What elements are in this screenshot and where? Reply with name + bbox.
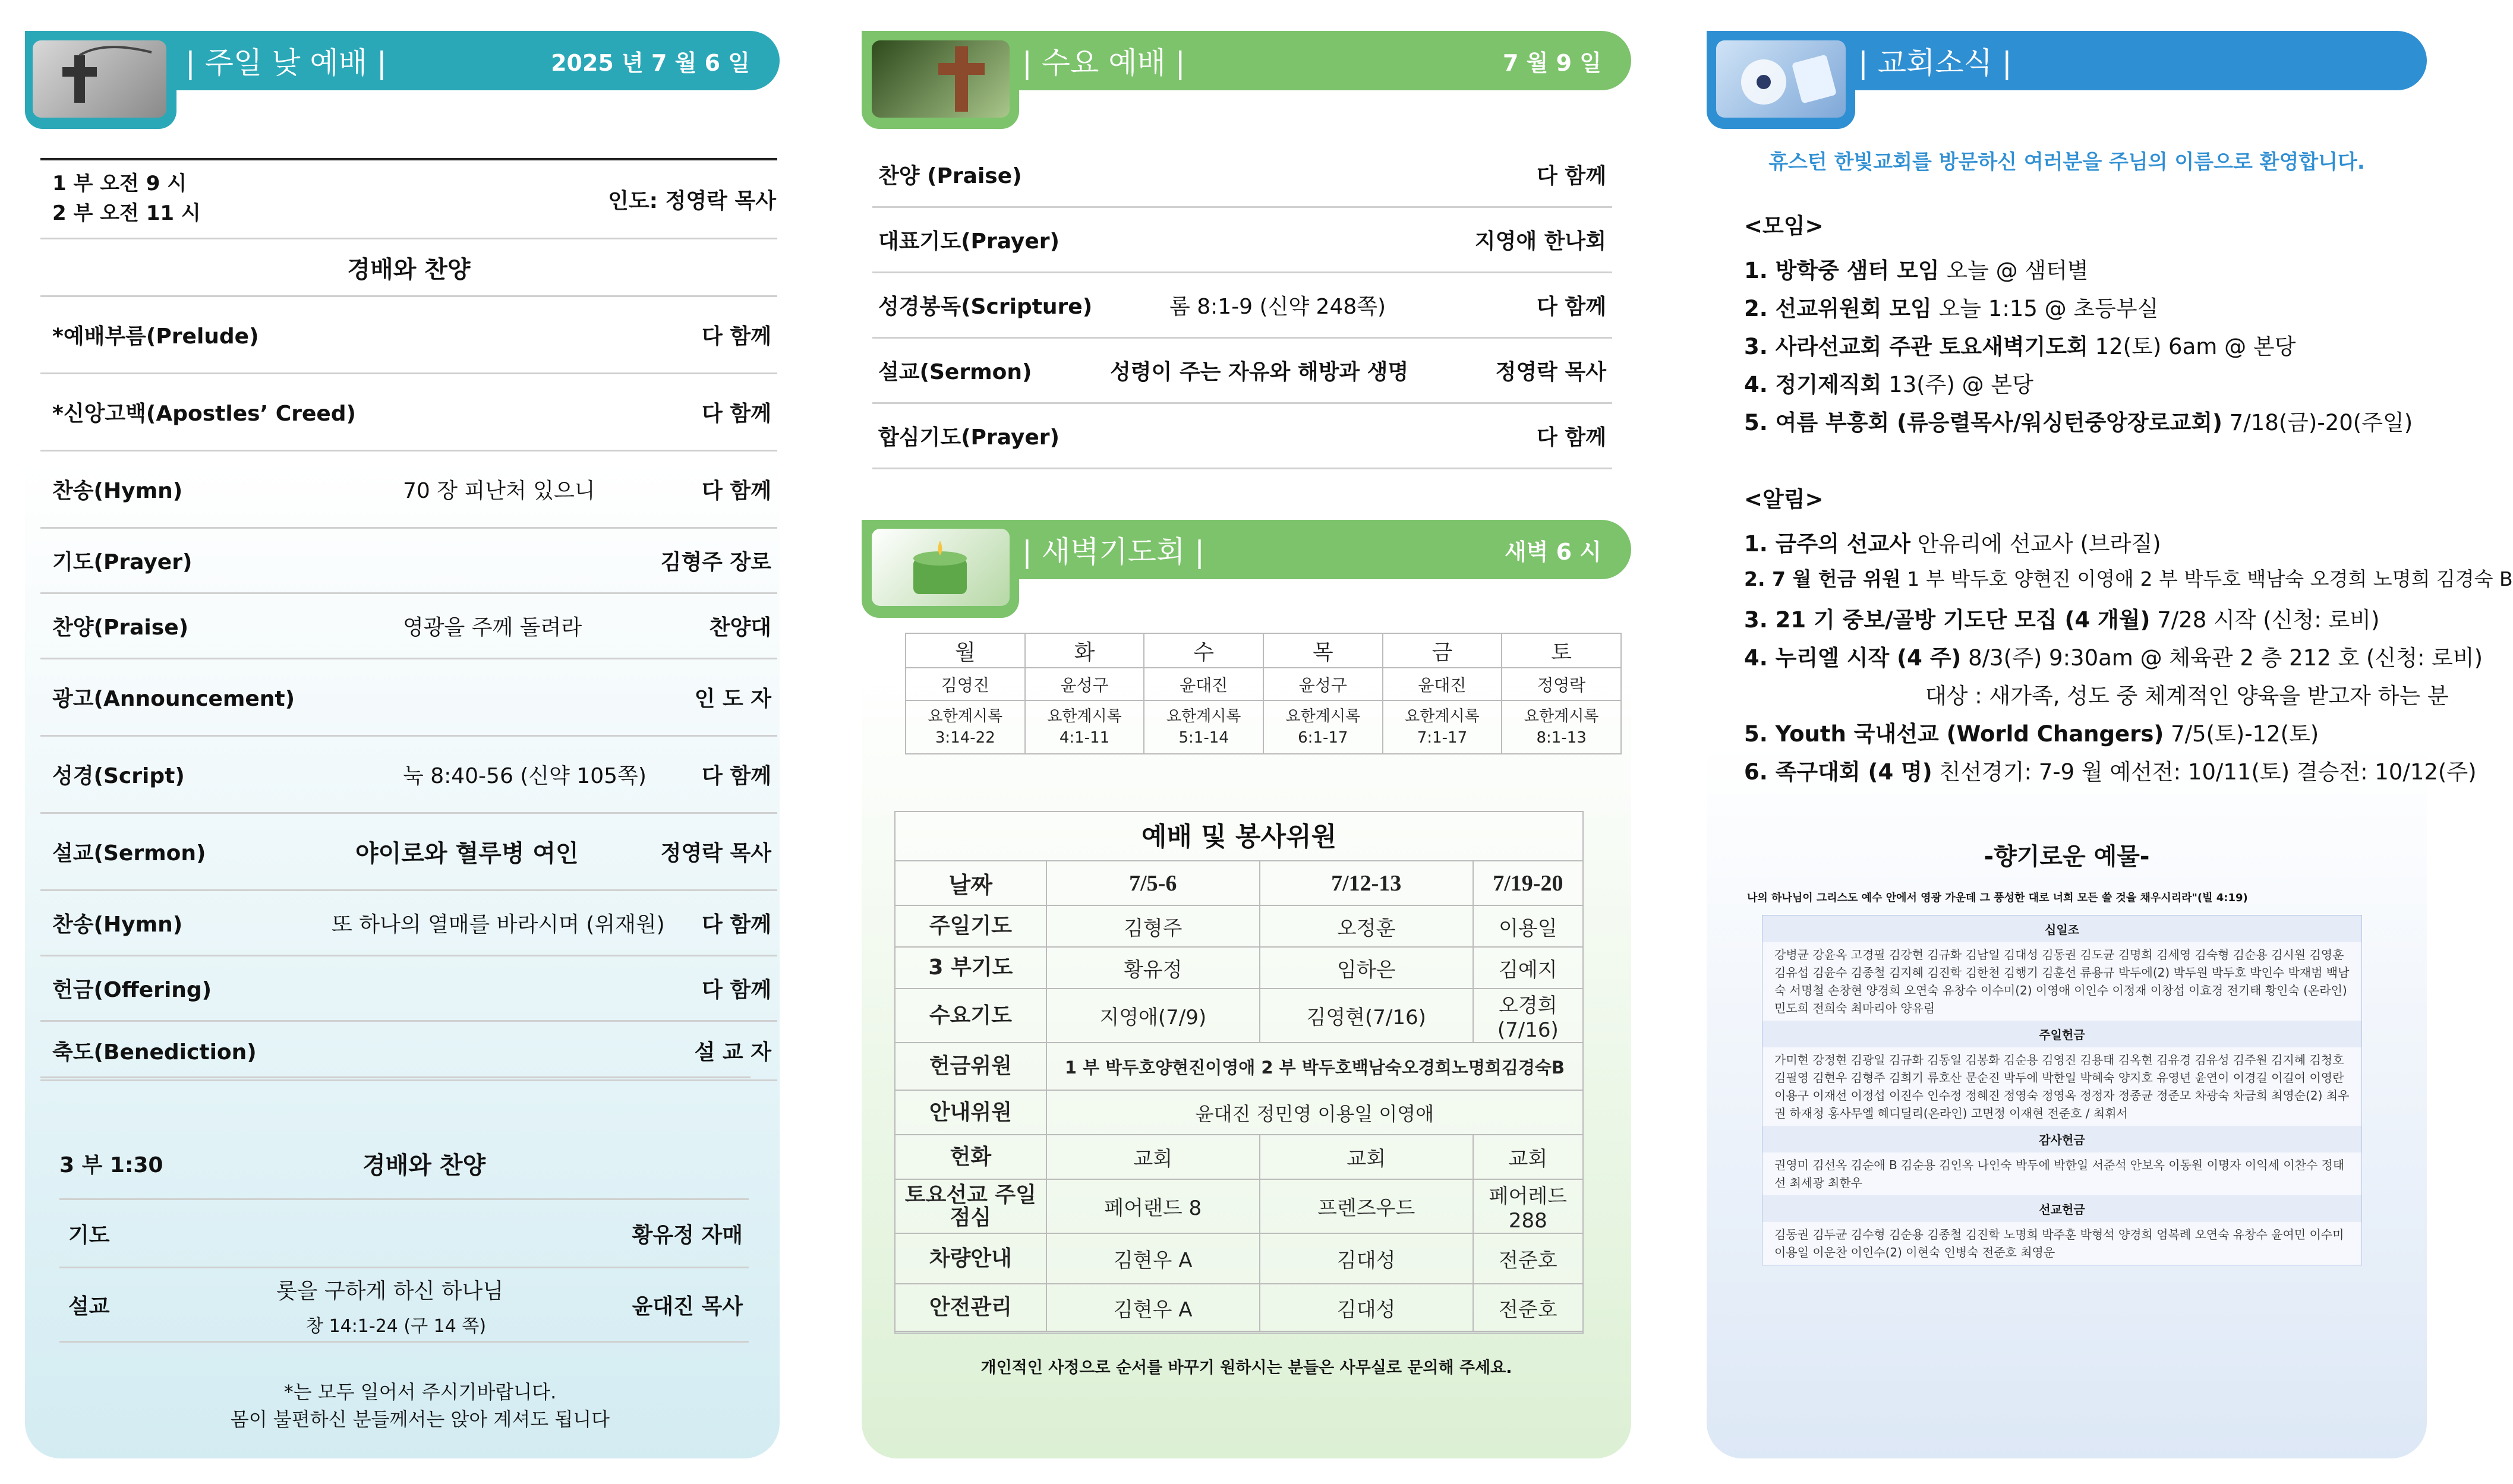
meet-item-title: 5. 여름 부흥회 (류응렬목사/워싱턴중앙장로교회) (1744, 410, 2222, 435)
offering-verse: 나의 하나님이 그리스도 예수 안에서 영광 가운데 그 풍성한 대로 너희 모든 쓸 것을 채우시리라"(빌 4:19) (1747, 892, 2248, 904)
servers-role: 주일기도 (895, 905, 1046, 947)
dawn-cell: 화 (1025, 633, 1144, 668)
notices-item (1744, 716, 2319, 748)
sunday-item-detail: 영광을 주께 돌려라 (403, 615, 582, 640)
notices-item (1744, 526, 2161, 558)
sunday-item-label: 헌금(Offering) (52, 978, 212, 1002)
servers-cell: 김대성 (1260, 1284, 1473, 1331)
wednesday-item-row (872, 273, 1612, 339)
servers-title: 예배 및 봉사위원 (1141, 822, 1337, 852)
wooden-cross-image (872, 40, 1010, 118)
offering-section-names: 가미현 강정현 김광일 김규화 김동일 김봉화 김순용 김영진 김용태 김옥현 김유경 김유성 김주원 김지혜 김청호 김필영 김현우 김형주 김희기 류호산 문순진 박두에 박한일 박혜숙 양지호 유영년 윤연이 이경길 이길여 이영란 이용구 이재선 이정섭 이진수 인수정 정혜진 정영숙 정영옥 정정자 정종균 정준모 차광숙 차금희 최영순(2) 최우권 하재청 홍사무엘 혜디딜리(온라인) 고면정 이재현 전준호 / 최휘서 (1774, 1053, 2350, 1120)
servers-role: 안전관리 (895, 1284, 1046, 1331)
dawn-verse: 3:14-22 (935, 729, 995, 747)
sunday-item-by: 설 교 자 (694, 1040, 771, 1065)
servers-role: 3 부기도 (895, 947, 1046, 989)
candle-icon (872, 529, 1010, 606)
servers-header-cell: 날짜 (895, 861, 1046, 905)
sunday-item-label: 기도(Prayer) (52, 550, 193, 574)
dawn-book: 요한계시록 (928, 708, 1003, 725)
notices-item (1744, 564, 2513, 592)
dawn-cell: 김영진 (906, 668, 1025, 700)
notices-item (1744, 754, 2477, 786)
servers-role: 헌금위원 (895, 1043, 1046, 1090)
servers-cell: 프렌즈우드 (1260, 1179, 1473, 1233)
service-times (52, 169, 201, 228)
dawn-verse: 8:1-13 (1536, 729, 1587, 747)
wednesday-item-label: 찬양 (Praise) (878, 164, 1022, 188)
offering-list (1762, 915, 2362, 1265)
servers-header-row (895, 861, 1583, 905)
offering-section-heading: 주일헌금 (1762, 1021, 2361, 1047)
cross-necklace-image (33, 40, 166, 118)
servers-cell: 페어랜드 8 (1046, 1179, 1260, 1233)
service-3-section: 경배와 찬양 (362, 1152, 486, 1179)
meet-item (1744, 252, 2089, 285)
meet-item-detail: 12(토) 6am @ 본당 (2088, 334, 2296, 359)
notices-item-title: 1. 금주의 선교사 (1744, 531, 1911, 557)
sunday-item-detail: 또 하나의 열매를 바라시며 (위재원) (332, 912, 665, 937)
dawn-cell: 수 (1144, 633, 1263, 668)
wednesday-item-by: 다 함께 (1537, 164, 1606, 188)
notices-item-detail: 7/28 시작 (신청: 로비) (2150, 607, 2380, 633)
servers-row (895, 905, 1583, 947)
wednesday-item-row (872, 208, 1612, 273)
sunday-item-row (40, 374, 777, 451)
sunday-item-detail: 눅 8:40-56 (신약 105쪽) (403, 764, 647, 788)
dawn-cell: 금 (1383, 633, 1502, 668)
wednesday-item-label: 대표기도(Prayer) (878, 229, 1060, 254)
dawn-verse: 4:1-11 (1059, 729, 1110, 747)
sunday-item-by: 다 함께 (702, 912, 771, 937)
notices-item-detail: 안유리에 선교사 (브라질) (1910, 531, 2161, 557)
dawn-reading-cell (1502, 700, 1621, 754)
notices-item-detail: 친선경기: 7-9 월 예선전: 10/11(토) 결승전: 10/12(주) (1932, 759, 2477, 785)
welcome-text: 휴스턴 한빛교회를 방문하신 여러분을 주님의 이름으로 환영합니다. (1768, 150, 2365, 174)
sunday-item-label: *예배부름(Prelude) (52, 324, 259, 349)
notices-item-title: 2. 7 월 헌금 위원 (1744, 567, 1901, 591)
service-3-prayer-label: 기도 (68, 1223, 110, 1248)
dawn-title: | 새벽기도회 | (1022, 535, 1205, 569)
sunday-leader: 인도: 정영락 목사 (608, 189, 776, 213)
servers-cell: 김예지 (1473, 947, 1583, 989)
news-title: | 교회소식 | (1858, 46, 2012, 80)
offering-section-names: 강병균 강윤옥 고경필 김강현 김규화 김남일 김대성 김동권 김도균 김명희 김세영 김숙형 김순용 김시원 김영훈 김유섭 김윤수 김종철 김지혜 김진학 김한천 김행기 김훈선 류용규 박두에(2) 박두원 박두호 박인수 박재범 백남숙 서명철 손창현 양경희 오연숙 유창수 이수미(2) 이영애 이인수 이정재 이창섭 이효경 전기태 황인숙 (온라인) 민도희 전희숙 최마리아 양유림 (1774, 948, 2350, 1015)
flower-image (1716, 40, 1846, 118)
notices-item-title: 3. 21 기 중보/골방 기도단 모집 (4 개월) (1744, 607, 2151, 633)
meet-item-title: 4. 정기제직회 (1744, 372, 1882, 397)
sunday-item-by: 다 함께 (702, 402, 771, 426)
sunday-item-by: 김형주 장로 (660, 550, 771, 574)
servers-row (895, 1090, 1583, 1135)
notices-item-title: 4. 누리엘 시작 (4 주) (1744, 645, 1962, 671)
meet-item-title: 2. 선교위원회 모임 (1744, 296, 1932, 321)
dawn-book: 요한계시록 (1405, 708, 1480, 725)
wednesday-item-by: 다 함께 (1537, 295, 1606, 319)
dawn-schedule-table (905, 633, 1622, 754)
dawn-cell: 윤성구 (1025, 668, 1144, 700)
dawn-cell: 윤성구 (1263, 668, 1383, 700)
sunday-note-1: *는 모두 일어서 주시기바랍니다. (283, 1381, 557, 1403)
service-3-sermon-by: 윤대진 목사 (632, 1294, 743, 1319)
dawn-verse: 7:1-17 (1417, 729, 1468, 747)
servers-role: 안내위원 (895, 1090, 1046, 1135)
servers-cell: 김현우 A (1046, 1233, 1260, 1284)
dawn-verse: 5:1-14 (1178, 729, 1229, 747)
meet-item (1744, 367, 2033, 399)
meet-item (1744, 329, 2296, 361)
wednesday-item-label: 성경봉독(Scripture) (878, 295, 1093, 319)
dawn-reading-cell (1263, 700, 1383, 754)
meet-item-detail: 7/18(금)-20(주일) (2222, 410, 2413, 435)
sunday-item-row (40, 529, 777, 594)
servers-cell: 교회 (1260, 1135, 1473, 1179)
wednesday-item-by: 다 함께 (1537, 425, 1606, 450)
candle-image (872, 529, 1010, 606)
sunday-top-rule (40, 158, 777, 160)
sunday-item-by: 찬양대 (709, 615, 771, 640)
sunday-note-2: 몸이 불편하신 분들께서는 앉아 계셔도 됩니다 (230, 1408, 610, 1431)
servers-row (895, 947, 1583, 989)
meet-item-title: 1. 방학중 샘터 모임 (1744, 258, 1940, 283)
dawn-cell: 윤대진 (1144, 668, 1263, 700)
notices-item-title: 6. 족구대회 (4 명) (1744, 759, 1932, 785)
servers-header-cell: 7/5-6 (1046, 861, 1260, 905)
flower-icon (1716, 40, 1846, 118)
notices-item-detail: 1 부 박두호 양현진 이영애 2 부 박두호 백남숙 오경희 노명희 김경숙 B (1900, 567, 2513, 591)
servers-cell: 교회 (1046, 1135, 1260, 1179)
sunday-item-label: 찬양(Praise) (52, 615, 189, 640)
wednesday-item-label: 설교(Sermon) (878, 360, 1032, 384)
notices-item (1744, 640, 2483, 672)
servers-cell: 이용일 (1473, 905, 1583, 947)
sunday-notes (25, 1378, 815, 1433)
servers-cell: 김대성 (1260, 1233, 1473, 1284)
servers-row (895, 1135, 1583, 1179)
dawn-book: 요한계시록 (1047, 708, 1122, 725)
sunday-item-row (40, 1022, 777, 1081)
sunday-item-label: 축도(Benediction) (52, 1040, 257, 1065)
servers-cell: 교회 (1473, 1135, 1583, 1179)
sunday-item-row (40, 594, 777, 659)
servers-row (895, 989, 1583, 1043)
notices-item-detail: 8/3(주) 9:30am @ 체육관 2 층 212 호 (신청: 로비) (1961, 645, 2483, 671)
servers-row (895, 1233, 1583, 1284)
servers-role: 수요기도 (895, 989, 1046, 1043)
wednesday-date: 7 월 9 일 (1503, 49, 1601, 76)
sunday-item-label: 광고(Announcement) (52, 687, 295, 711)
meet-item (1744, 405, 2413, 437)
wednesday-item-by: 지영애 한나회 (1474, 229, 1606, 254)
notices-item-title: 5. Youth 국내선교 (World Changers) (1744, 721, 2164, 747)
sunday-title: | 주일 낮 예배 | (185, 46, 387, 80)
sunday-item-label: 설교(Sermon) (52, 841, 206, 866)
service-2-time: 2 부 오전 11 시 (52, 201, 201, 225)
servers-header-cell: 7/19-20 (1473, 861, 1583, 905)
sunday-section-heading: 경배와 찬양 (347, 255, 471, 283)
servers-cell: 윤대진 정민영 이용일 이영애 (1046, 1090, 1583, 1135)
wednesday-item-row (872, 143, 1612, 208)
wednesday-item-detail: 성령이 주는 자유와 해방과 생명 (1110, 360, 1409, 384)
offering-section-heading: 십일조 (1762, 915, 2361, 942)
sunday-item-label: 성경(Script) (52, 764, 185, 788)
notices-item (1925, 678, 2449, 710)
sunday-item-label: 찬송(Hymn) (52, 479, 183, 503)
meetings-heading: <모임> (1744, 213, 1824, 239)
dawn-reading-cell (906, 700, 1025, 754)
wednesday-item-row (872, 339, 1612, 404)
service-1-time: 1 부 오전 9 시 (52, 172, 187, 195)
offering-section-names: 김동권 김두균 김수형 김순용 김종철 김진학 노명희 박주훈 박형석 양경희 엄복례 오연숙 유창수 윤여민 이수미 이용일 이운찬 이인수(2) 이현숙 인병숙 전준호 최영운 (1774, 1227, 2344, 1259)
meet-item (1744, 291, 2158, 323)
servers-cell: 페어레드288 (1473, 1179, 1583, 1233)
sunday-item-row (40, 956, 777, 1022)
meet-item-detail: 13(주) @ 본당 (1881, 372, 2033, 397)
servers-role: 토요선교 주일점심 (895, 1179, 1046, 1233)
sunday-item-row (40, 814, 777, 891)
sunday-item-by: 다 함께 (702, 324, 771, 349)
sunday-item-detail: 야이로와 혈루병 여인 (355, 840, 579, 867)
service-3-time: 3 부 1:30 (59, 1153, 163, 1177)
notices-item (1744, 602, 2379, 634)
dawn-row (906, 668, 1621, 700)
dawn-cell: 토 (1502, 633, 1621, 668)
dawn-row (906, 700, 1621, 754)
service-3-sermon-label: 설교 (68, 1294, 110, 1319)
dawn-cell: 목 (1263, 633, 1383, 668)
cross-icon (33, 40, 166, 118)
wednesday-item-by: 정영락 목사 (1495, 360, 1606, 384)
servers-cell: 김현우 A (1046, 1284, 1260, 1331)
sunday-item-by: 다 함께 (702, 978, 771, 1002)
dawn-reading-cell (1144, 700, 1263, 754)
offering-section-heading: 감사헌금 (1762, 1126, 2361, 1153)
dawn-reading-cell (1025, 700, 1144, 754)
servers-cell: 김형주 (1046, 905, 1260, 947)
sunday-item-by: 정영락 목사 (660, 841, 771, 866)
offering-section-heading: 선교헌금 (1762, 1195, 2361, 1222)
dawn-book: 요한계시록 (1285, 708, 1361, 725)
servers-row (895, 1179, 1583, 1233)
dawn-reading-cell (1383, 700, 1502, 754)
cross-icon (872, 40, 1010, 118)
notices-heading: <알림> (1744, 487, 1824, 512)
meet-item-detail: 오늘 1:15 @ 초등부실 (1931, 296, 2159, 321)
dawn-cell: 월 (906, 633, 1025, 668)
sunday-item-by: 인 도 자 (694, 687, 771, 711)
servers-cell: 지영애(7/9) (1046, 989, 1260, 1043)
sunday-item-row (40, 737, 777, 814)
servers-row (895, 1043, 1583, 1090)
wednesday-item-row (872, 404, 1612, 469)
servers-note: 개인적인 사정으로 순서를 바꾸기 원하시는 분들은 사무실로 문의해 주세요. (980, 1359, 1512, 1377)
sunday-item-row (40, 891, 777, 956)
wednesday-item-detail: 롬 8:1-9 (신약 248쪽) (1169, 295, 1386, 319)
dawn-book: 요한계시록 (1166, 708, 1241, 725)
servers-cell: 전준호 (1473, 1233, 1583, 1284)
servers-cell: 오경희(7/16) (1473, 989, 1583, 1043)
servers-cell: 황유정 (1046, 947, 1260, 989)
dawn-row (906, 633, 1621, 668)
sunday-item-row (40, 451, 777, 529)
wednesday-item-label: 합심기도(Prayer) (878, 425, 1060, 450)
sunday-item-detail: 70 장 피난처 있으니 (403, 479, 595, 503)
dawn-cell: 정영락 (1502, 668, 1621, 700)
servers-cell: 김영현(7/16) (1260, 989, 1473, 1043)
service-3-prayer-by: 황유정 자매 (632, 1223, 743, 1248)
dawn-cell: 윤대진 (1383, 668, 1502, 700)
notices-item-detail: 7/5(토)-12(토) (2164, 721, 2319, 747)
servers-role: 헌화 (895, 1135, 1046, 1179)
servers-table (894, 860, 1584, 1332)
dawn-time: 새벽 6 시 (1504, 538, 1601, 565)
servers-header-cell: 7/12-13 (1260, 861, 1473, 905)
sunday-date: 2025 년 7 월 6 일 (551, 49, 750, 76)
service-3-sermon-title: 롯을 구하게 하신 하나님 (276, 1279, 504, 1303)
sunday-item-row (40, 297, 777, 374)
meet-item-detail: 오늘 @ 샘터별 (1939, 258, 2089, 283)
servers-cell: 오정훈 (1260, 905, 1473, 947)
offering-section-names: 권영미 김선옥 김순애 B 김순용 김인옥 나인숙 박두에 박한일 서준석 안보옥 이동원 이명자 이익세 이찬수 정태선 최세광 최한우 (1774, 1158, 2345, 1190)
service-3-sermon-ref: 창 14:1-24 (구 14 쪽) (306, 1316, 487, 1337)
servers-cell: 임하은 (1260, 947, 1473, 989)
servers-row (895, 1284, 1583, 1331)
offering-title: -향기로운 예물- (1984, 843, 2150, 870)
servers-cell: 전준호 (1473, 1284, 1583, 1331)
notices-item-detail: 대상 : 새가족, 성도 중 체계적인 양육을 받고자 하는 분 (1925, 683, 2449, 709)
wednesday-title: | 수요 예배 | (1022, 46, 1185, 80)
sunday-item-row (40, 659, 777, 737)
dawn-verse: 6:1-17 (1298, 729, 1348, 747)
servers-cell: 1 부 박두호양현진이영애 2 부 박두호백남숙오경희노명희김경숙B (1046, 1043, 1583, 1090)
sunday-item-label: *신앙고백(Apostles’ Creed) (52, 402, 357, 426)
meet-item-title: 3. 사라선교회 주관 토요새벽기도회 (1744, 334, 2088, 359)
servers-role: 차량안내 (895, 1233, 1046, 1284)
sunday-item-by: 다 함께 (702, 479, 771, 503)
sunday-item-by: 다 함께 (702, 764, 771, 788)
dawn-book: 요한계시록 (1524, 708, 1599, 725)
sunday-item-label: 찬송(Hymn) (52, 912, 183, 937)
